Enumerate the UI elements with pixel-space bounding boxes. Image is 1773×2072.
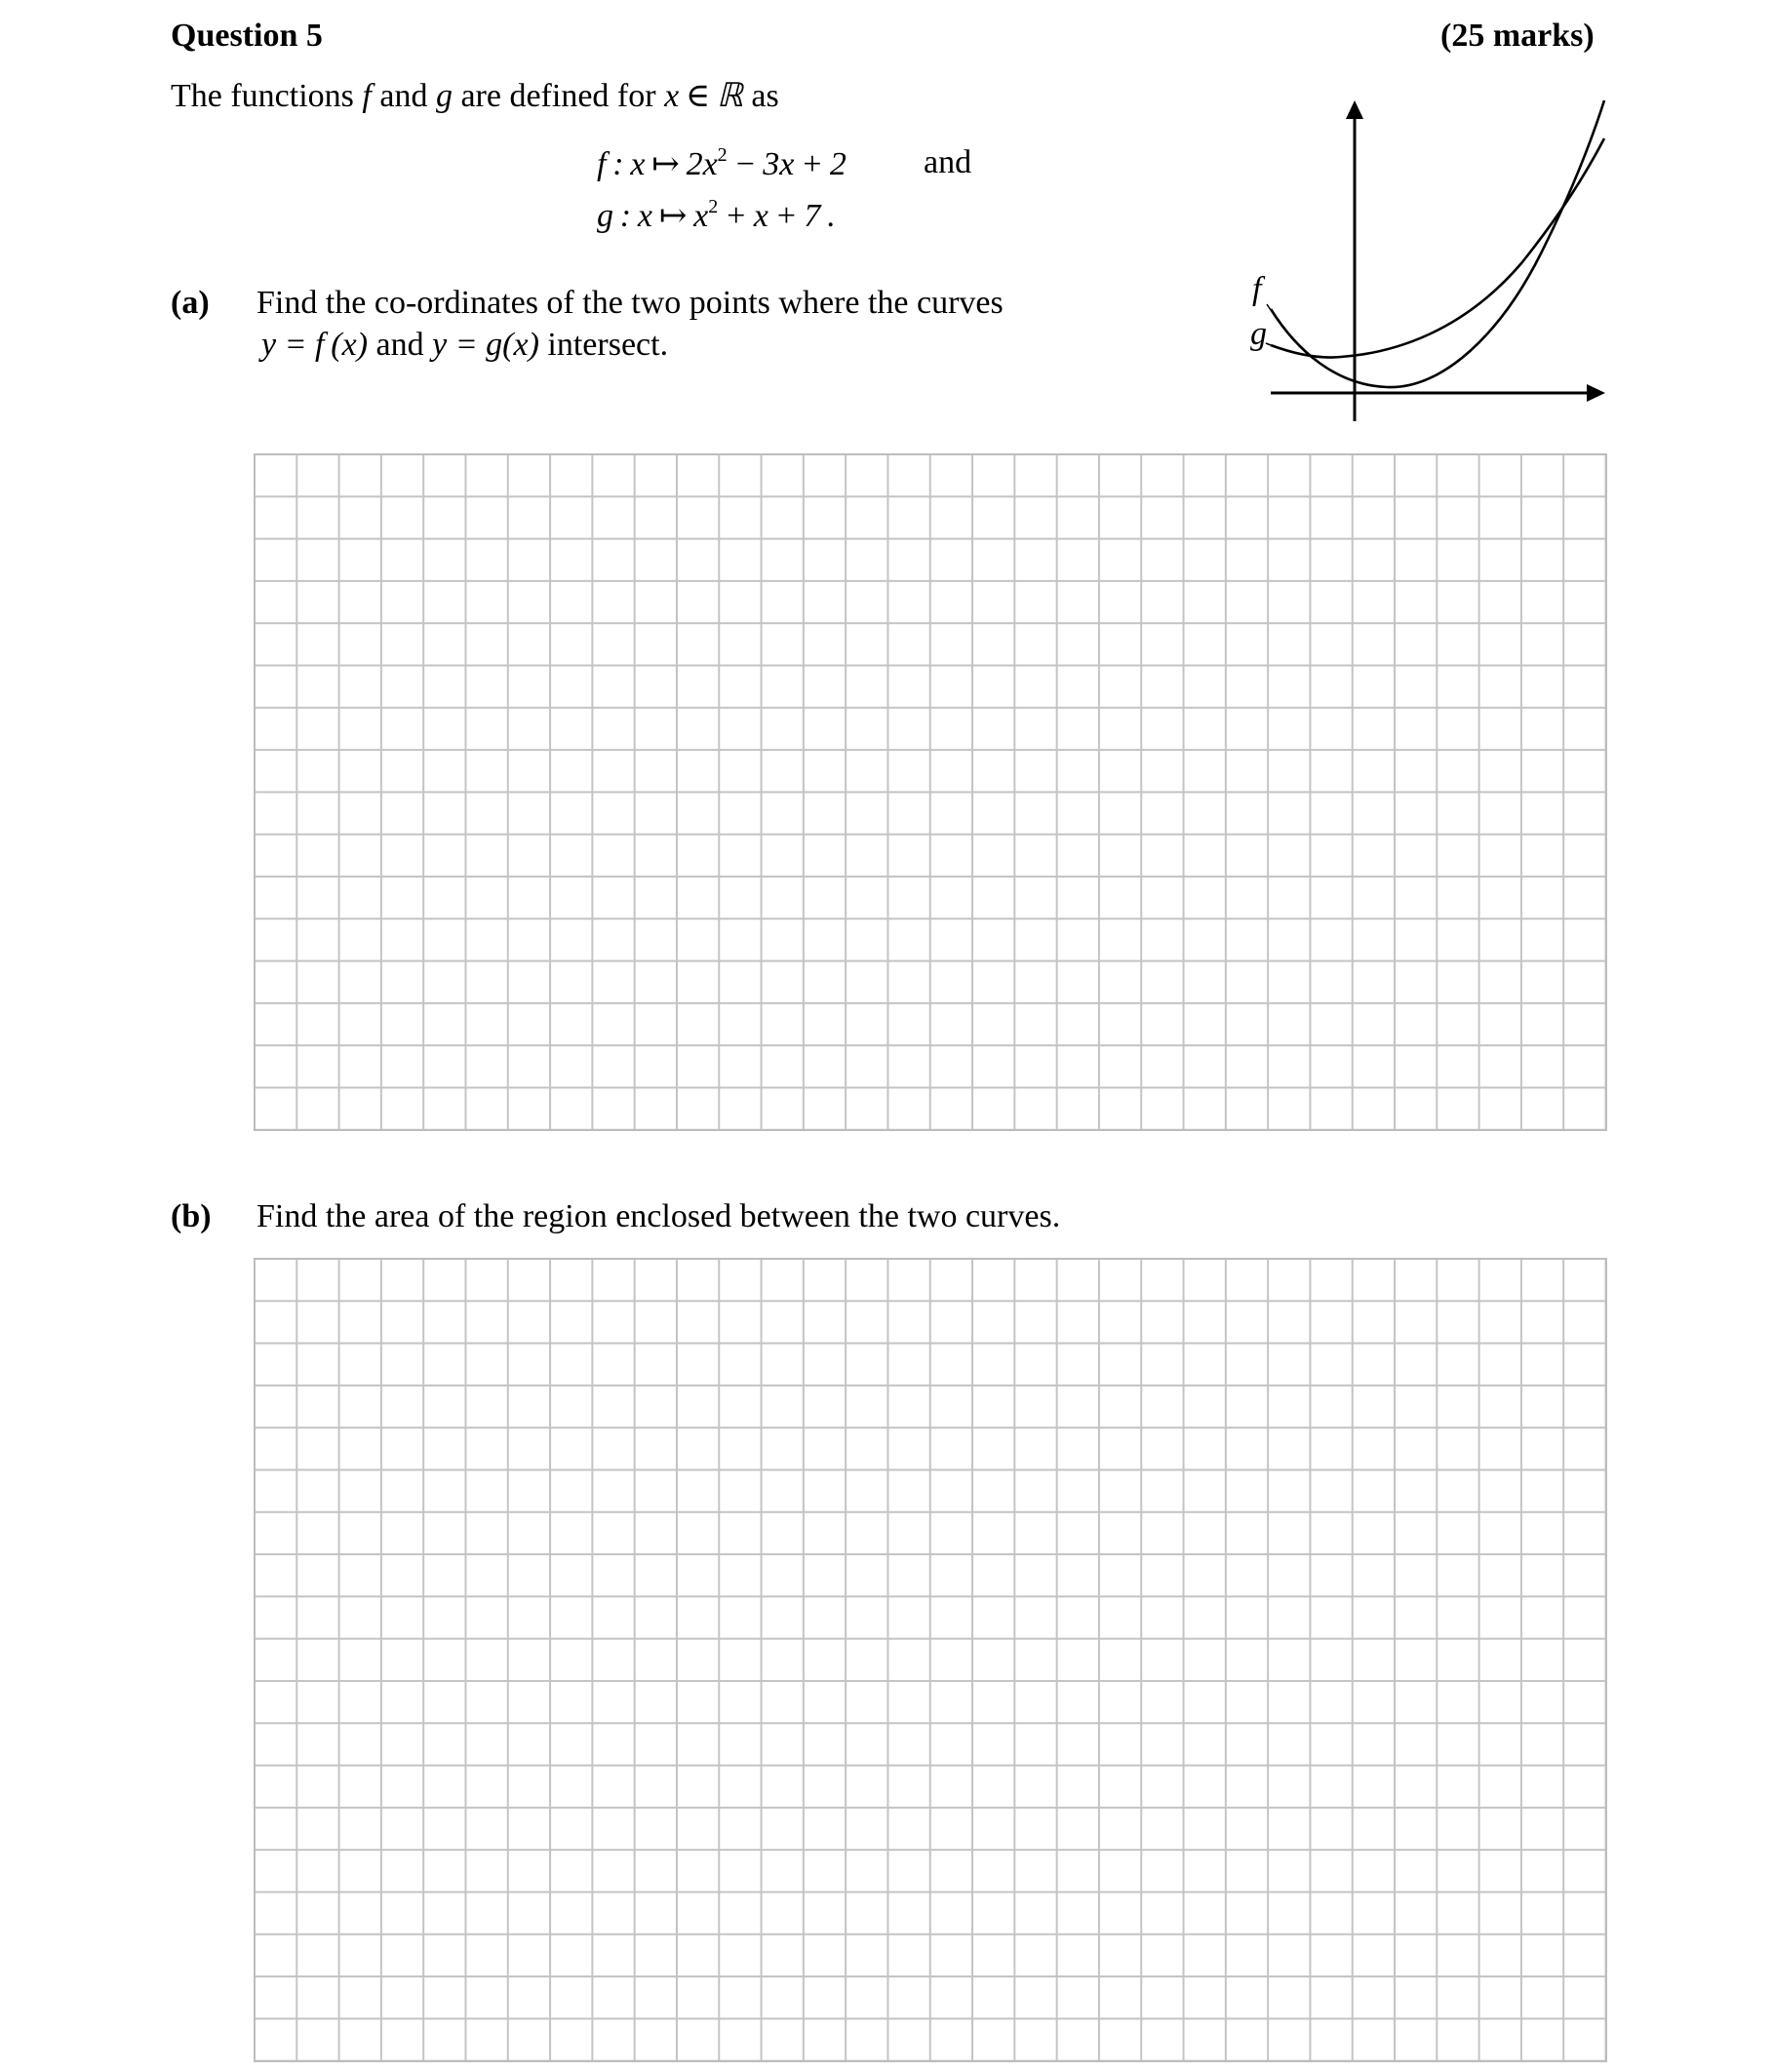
g-definition bbox=[597, 196, 836, 235]
equation-g: y = g(x) bbox=[432, 327, 539, 363]
f-def-exponent: 2 bbox=[717, 144, 728, 166]
curves-sketch bbox=[1239, 88, 1629, 429]
question-title: Question 5 bbox=[171, 18, 323, 54]
f-def-prefix: f : x ↦ 2x bbox=[597, 146, 718, 182]
g-def-prefix: g : x ↦ x bbox=[597, 198, 709, 234]
part-a-prompt-line2 bbox=[261, 327, 668, 364]
part-b-label: (b) bbox=[171, 1198, 212, 1234]
y-axis-arrow-icon bbox=[1346, 100, 1363, 119]
intro-f: f bbox=[362, 78, 372, 114]
curve-label-g: g bbox=[1250, 316, 1267, 352]
intro-text: and bbox=[371, 78, 436, 114]
f-def-suffix: − 3x + 2 bbox=[727, 146, 847, 182]
marks-label: (25 marks) bbox=[1440, 18, 1595, 54]
part-a-tail: intersect. bbox=[538, 327, 669, 363]
curve-g bbox=[1271, 138, 1604, 358]
f-definition bbox=[597, 144, 847, 183]
curve-f bbox=[1271, 100, 1604, 387]
intro-text: as bbox=[742, 78, 779, 114]
g-def-suffix: + x + 7 . bbox=[718, 198, 836, 234]
definitions-joiner: and bbox=[924, 144, 972, 180]
intro-g: g bbox=[435, 78, 453, 114]
curves-sketch-svg bbox=[1239, 88, 1629, 429]
intro-domain: x ∈ ℝ bbox=[664, 78, 743, 114]
part-b-prompt: Find the area of the region enclosed between the two curves. bbox=[256, 1198, 1061, 1234]
question-intro bbox=[171, 76, 779, 115]
part-a-and: and bbox=[368, 327, 433, 363]
answer-grid-part-a[interactable] bbox=[254, 453, 1607, 1131]
intro-text: The functions bbox=[171, 78, 363, 114]
x-axis-arrow-icon bbox=[1587, 384, 1605, 402]
part-a-label: (a) bbox=[171, 285, 210, 321]
part-a-prompt: Find the co-ordinates of the two points where the curves bbox=[256, 285, 1004, 321]
answer-grid-part-b[interactable] bbox=[254, 1258, 1607, 2062]
g-def-exponent: 2 bbox=[708, 196, 719, 217]
curve-label-f: f bbox=[1252, 271, 1262, 307]
intro-text: are defined for bbox=[452, 78, 665, 114]
equation-f: y = f (x) bbox=[261, 327, 369, 363]
